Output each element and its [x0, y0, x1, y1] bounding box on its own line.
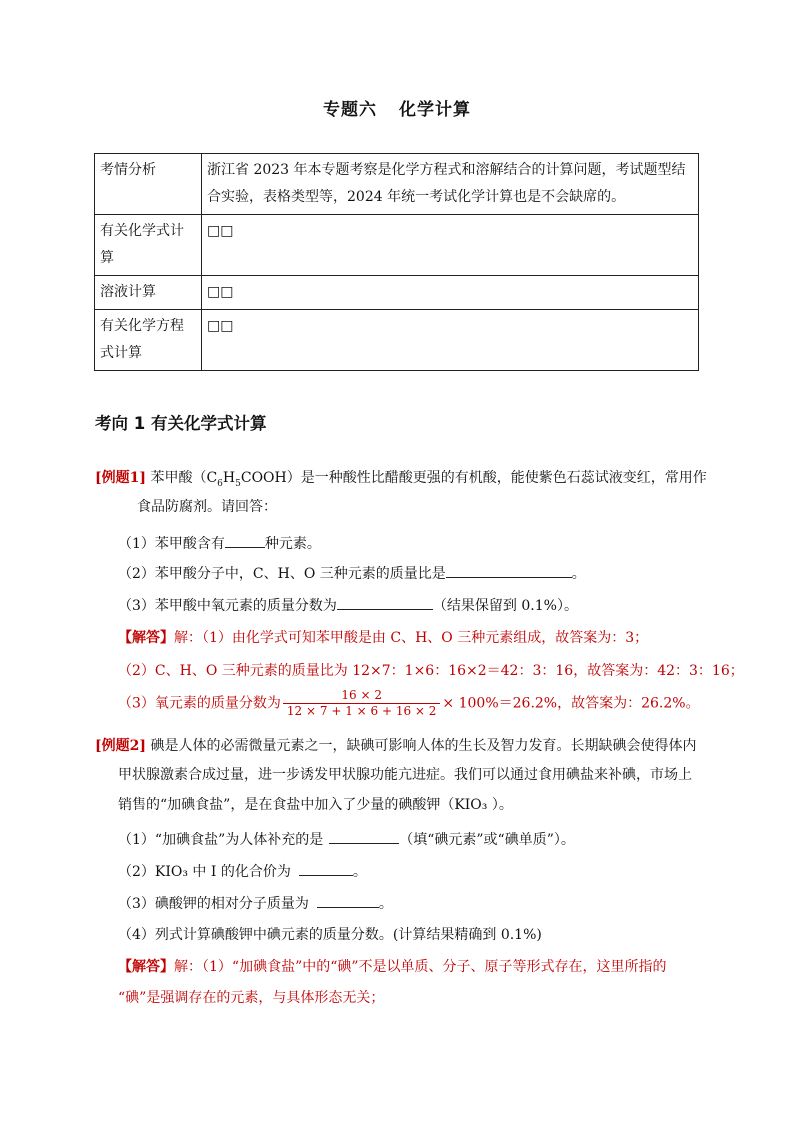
table-row: [95, 215, 699, 276]
table-row: [95, 310, 699, 371]
example2-answer-2: “碘”是强调存在的元素，与具体形态无关；: [118, 990, 385, 1006]
table-cell-content: □□: [202, 215, 699, 276]
answer-blank: [446, 563, 572, 578]
example1-answer-3: （3）氧元素的质量分数为 $\frac{16 \times 2}{12 \times 7 + 1 \times 6 + 16 \times 2}$ × 100%＝26.2%，故答案为：26.2%。: [118, 688, 700, 718]
table-cell-content: □□: [202, 276, 699, 310]
table-cell-label: 有关化学式计算: [95, 215, 202, 276]
table-row: [95, 276, 699, 310]
answer-tag: 【解答】: [118, 959, 174, 975]
page-title: 专题六 化学计算: [323, 100, 471, 120]
example1-answer-1: 【解答】解：（1）由化学式可知苯甲酸是由 C、H、O 三种元素组成，故答案为：3；: [118, 630, 649, 646]
example-tag: [例题2]: [95, 738, 146, 754]
example1-stem-line2: 食品防腐剂。请回答：: [137, 499, 277, 515]
example1-q2: （2）苯甲酸分子中，C、H、O 三种元素的质量比是 。: [118, 563, 738, 584]
answer-blank: [329, 829, 399, 844]
example-tag: [例题1]: [95, 470, 146, 486]
example2-q4: （4）列式计算碘酸钾中碘元素的质量分数。(计算结果精确到 0.1%): [118, 927, 542, 943]
example1-answer-2: （2）C、H、O 三种元素的质量比为 12×7：1×6：16×2＝42：3：16，故答案为：42：3：16；: [118, 663, 744, 679]
example2-stem-line2: 甲状腺激素合成过量，进一步诱发甲状腺功能亢进症。我们可以通过食用碘盐来补碘，市场上: [118, 767, 692, 783]
example2-answer-1: 【解答】解：（1）“加碘食盐”中的“碘”不是以单质、分子、原子等形式存在，这里所指的: [118, 959, 667, 975]
example2-q1: （1）“加碘食盐”为人体补充的是 （填“碘元素”或“碘单质”）。: [118, 829, 738, 850]
example2-q3: （3）碘酸钾的相对分子质量为 。: [118, 893, 738, 914]
example2-stem-line3: 销售的“加碘食盐”，是在食盐中加入了少量的碘酸钾（KIO₃ ）。: [118, 797, 513, 813]
table-cell-label: 考情分析: [95, 154, 202, 215]
example2-q2: （2）KIO₃ 中 I 的化合价为 。: [118, 861, 738, 882]
table-cell-label: 溶液计算: [95, 276, 202, 310]
answer-blank: [317, 893, 379, 908]
answer-blank: [225, 533, 265, 548]
table-row: [95, 154, 699, 215]
fraction: $\frac{16 \times 2}{12 \times 7 + 1 \times 6 + 16 \times 2}$: [283, 688, 441, 719]
answer-blank: [337, 595, 433, 610]
section-title: 考向 1 有关化学式计算: [95, 414, 267, 433]
example1-stem: [例题1] 苯甲酸$(C_6H_5COOH)$是一种酸性比醋酸更强的有机酸，能使紫色石蕊试液变红，常用作: [95, 470, 707, 489]
answer-blank: [299, 861, 353, 876]
table-cell-label: 有关化学方程式计算: [95, 310, 202, 371]
example1-q1: （1）苯甲酸含有 种元素。: [118, 533, 738, 554]
answer-tag: 【解答】: [118, 630, 174, 646]
summary-table: [94, 153, 699, 371]
table-cell-content: □□: [202, 310, 699, 371]
example1-q3: （3）苯甲酸中氧元素的质量分数为 （结果保留到 0.1%）。: [118, 595, 738, 616]
example2-stem: [例题2] 碘是人体的必需微量元素之一，缺碘可影响人体的生长及智力发育。长期缺碘会使得体内: [95, 738, 697, 754]
table-cell-content: 浙江省 2023 年本专题考察是化学方程式和溶解结合的计算问题，考试题型结合实验，表格类型等，2024 年统一考试化学计算也是不会缺席的。: [202, 154, 699, 215]
